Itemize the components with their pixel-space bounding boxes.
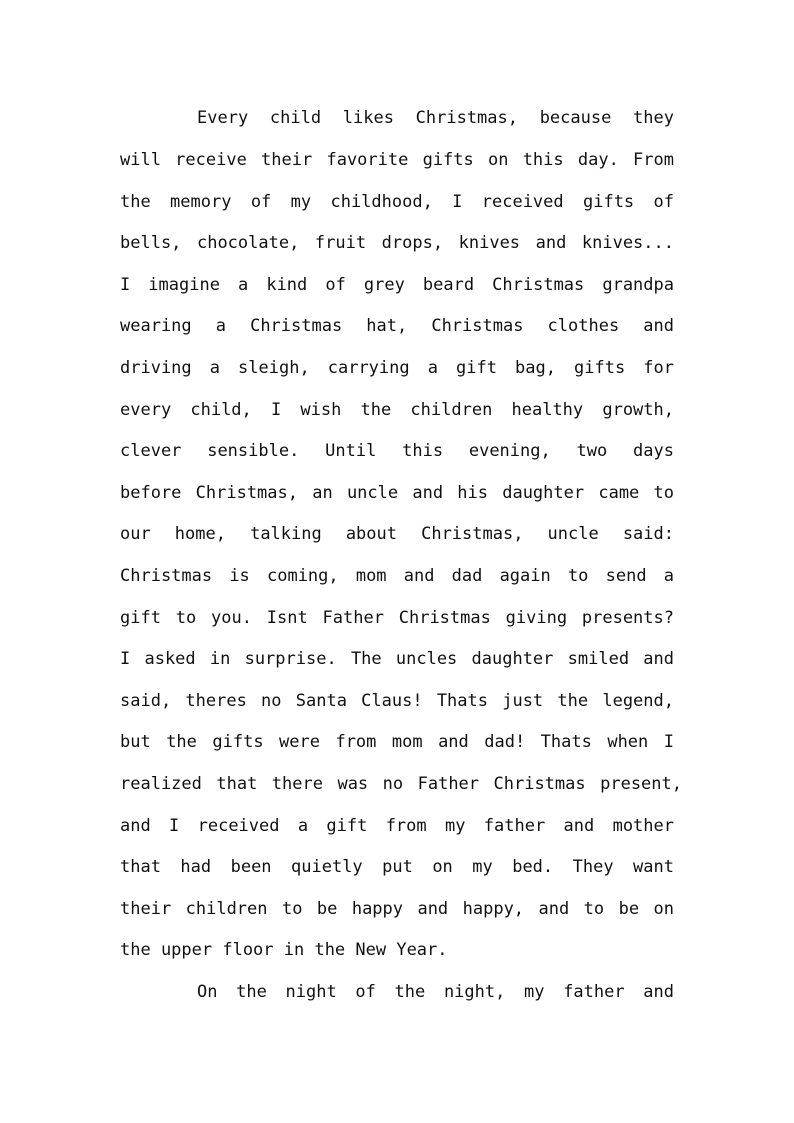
paragraph-1-line-11: our home, talking about Christmas, uncle said: — [120, 524, 674, 544]
paragraph-1-line-20: their children to be happy and happy, and to be on — [120, 899, 674, 919]
paragraph-1-line-19: that had been quietly put on my bed. They want — [120, 857, 674, 877]
paragraph-1-line-17: realized that there was no Father Christmas present, — [120, 774, 682, 794]
paragraph-1-line-1: Every child likes Christmas, because they — [197, 108, 674, 128]
paragraph-1-line-18: and I received a gift from my father and mother — [120, 816, 674, 836]
paragraph-1-line-21: the upper floor in the New Year. — [120, 940, 448, 960]
paragraph-1-line-16: but the gifts were from mom and dad! Thats when I — [120, 732, 674, 752]
paragraph-1-line-2: will receive their favorite gifts on this day. From — [120, 150, 674, 170]
paragraph-1-line-12: Christmas is coming, mom and dad again to send a — [120, 566, 674, 586]
paragraph-1-line-9: clever sensible. Until this evening, two days — [120, 441, 674, 461]
paragraph-1-line-6: wearing a Christmas hat, Christmas clothes and — [120, 316, 674, 336]
paragraph-2-line-1: On the night of the night, my father and — [197, 982, 674, 1002]
paragraph-1-line-15: said, theres no Santa Claus! Thats just the legend, — [120, 691, 674, 711]
paragraph-1-line-4: bells, chocolate, fruit drops, knives and knives... — [120, 233, 674, 253]
paragraph-1-line-5: I imagine a kind of grey beard Christmas grandpa — [120, 275, 674, 295]
paragraph-1-line-7: driving a sleigh, carrying a gift bag, gifts for — [120, 358, 674, 378]
paragraph-1-line-3: the memory of my childhood, I received gifts of — [120, 192, 674, 212]
paragraph-1-line-8: every child, I wish the children healthy growth, — [120, 400, 674, 420]
paragraph-1-line-10: before Christmas, an uncle and his daughter came to — [120, 483, 674, 503]
paragraph-1-line-13: gift to you. Isnt Father Christmas giving presents? — [120, 608, 674, 628]
paragraph-1-line-14: I asked in surprise. The uncles daughter smiled and — [120, 649, 674, 669]
